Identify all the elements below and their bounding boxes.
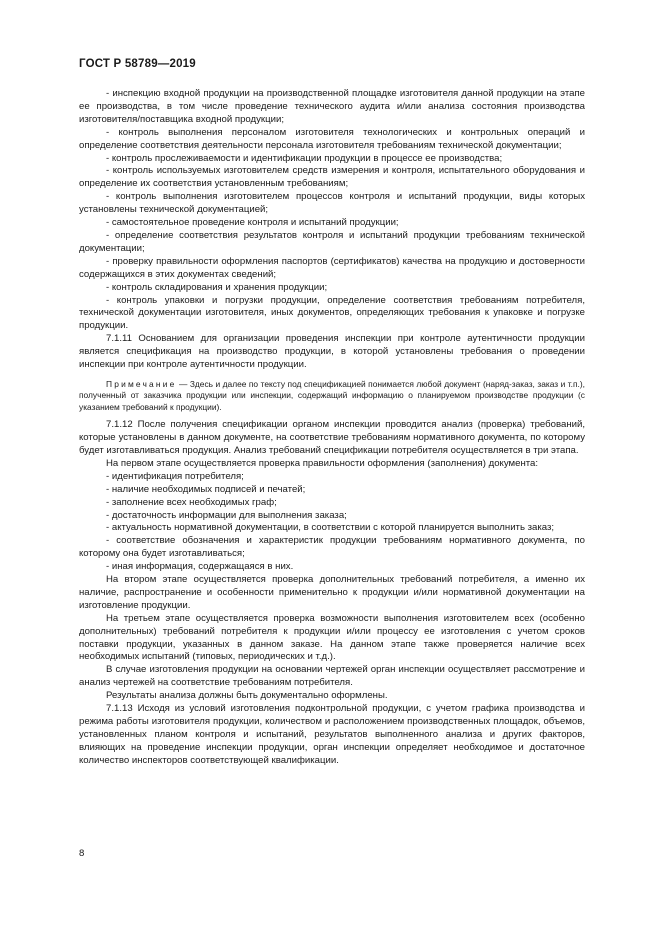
paragraph: 7.1.11 Основанием для организации проведения инспекции при контроле аутентичности продукции является спецификация на производство продукции, в которой установлены требования о проведении инспекции при контроле аутентичности продукции.: [79, 333, 585, 371]
note-text: — Здесь и далее по тексту под спецификацией понимается любой документ (наряд-заказ, заказ и т.п.), полученный от заказчика продукции или инспекции, содержащий информацию о планируемом производстве продукции (с указанием требований к продукции).: [79, 378, 585, 412]
paragraph: - контроль используемых изготовителем средств измерения и контроля, испытательного оборудования и определение их соответствия установленным требованиям;: [79, 165, 585, 190]
paragraph: - достаточность информации для выполнения заказа;: [106, 509, 347, 521]
paragraph: - контроль выполнения персоналом изготовителя технологических и контрольных операций и определение соответствия деятельности персонала изготовителя требованиям технической документации;: [79, 126, 585, 151]
note: [79, 379, 585, 413]
paragraph: - инспекцию входной продукции на производственной площадке изготовителя данной продукции на этапе ее производства, в том числе проведение технического аудита и/или анализа состояния производства изготовителя/поставщика входной продукции;: [79, 88, 585, 125]
paragraph: - контроль упаковки и погрузки продукции, определение соответствия требованиям потребителя, технической документации изготовителя, иных документов, определяющих требования к упаковке и погрузке продукции.: [79, 294, 585, 332]
paragraph: - иная информация, содержащаяся в них.: [106, 561, 294, 573]
paragraph: На первом этапе осуществляется проверка правильности оформления (заполнения) документа:: [106, 457, 539, 469]
paragraph: 7.1.13 Исходя из условий изготовления подконтрольной продукции, с учетом графика производства и режима работы изготовителя продукции, количеством и расположением производственных площадок, объемов, установленных планом контроля и испытаний, результатов выполненного анализа и других факторов, влияющих на проведение инспекции продукции, орган инспекции определяет необходимое и достаточное количество инспекторов соответствующей квалификации.: [79, 703, 585, 766]
paragraph: - контроль прослеживаемости и идентификации продукции в процессе ее производства;: [106, 152, 503, 164]
paragraph: - наличие необходимых подписей и печатей;: [106, 483, 306, 495]
paragraph: - контроль выполнения изготовителем процессов контроля и испытаний продукции, виды которых установлены технической документацией;: [79, 191, 585, 216]
document-body: [79, 88, 585, 768]
paragraph: На втором этапе осуществляется проверка дополнительных требований потребителя, а именно их наличие, распространение и особенности применительно к продукции и/или нормативной документации на изготовление продукции.: [79, 574, 585, 611]
note-label: Примечание: [106, 378, 177, 389]
paragraph: - заполнение всех необходимых граф;: [106, 496, 277, 508]
paragraph: 7.1.12 После получения спецификации органом инспекции проводится анализ (проверка) требований, которые установлены в данном документе, на соответствие требованиям нормативного документа, по которому будет изготавливаться продукция. Анализ требований спецификации потребителя осуществляется в три этапа.: [79, 419, 585, 456]
paragraph: На третьем этапе осуществляется проверка возможности выполнения изготовителем всех (особенно дополнительных) требований потребителя к продукции и/или процессу ее изготовления с учетом сроков поставки продукции, указанных в данном заказе. На данном этапе также проверяется наличие всех необходимых испытаний (типовых, периодических и т.д.).: [79, 612, 585, 663]
paragraph: - контроль складирования и хранения продукции;: [106, 281, 328, 293]
paragraph: - идентификация потребителя;: [106, 470, 244, 482]
paragraph: В случае изготовления продукции на основании чертежей орган инспекции осуществляет рассмотрение и анализ чертежей на соответствие требованиям потребителя.: [79, 664, 585, 689]
paragraph: - соответствие обозначения и характеристик продукции требованиям нормативного документа, по которому она будет изготавливаться;: [79, 535, 585, 560]
paragraph: - проверку правильности оформления паспортов (сертификатов) качества на продукцию и достоверности содержащихся в этих документах сведений;: [79, 255, 585, 280]
paragraph: Результаты анализа должны быть документально оформлены.: [106, 690, 388, 702]
document-header: ГОСТ Р 58789—2019: [79, 58, 196, 70]
paragraph: - определение соответствия результатов контроля и испытаний продукции требованиям технической документации;: [79, 229, 585, 254]
paragraph: - самостоятельное проведение контроля и испытаний продукции;: [106, 217, 399, 229]
page-number: 8: [79, 848, 85, 859]
paragraph: - актуальность нормативной документации, в соответствии с которой планируется выполнить заказ;: [106, 522, 555, 534]
